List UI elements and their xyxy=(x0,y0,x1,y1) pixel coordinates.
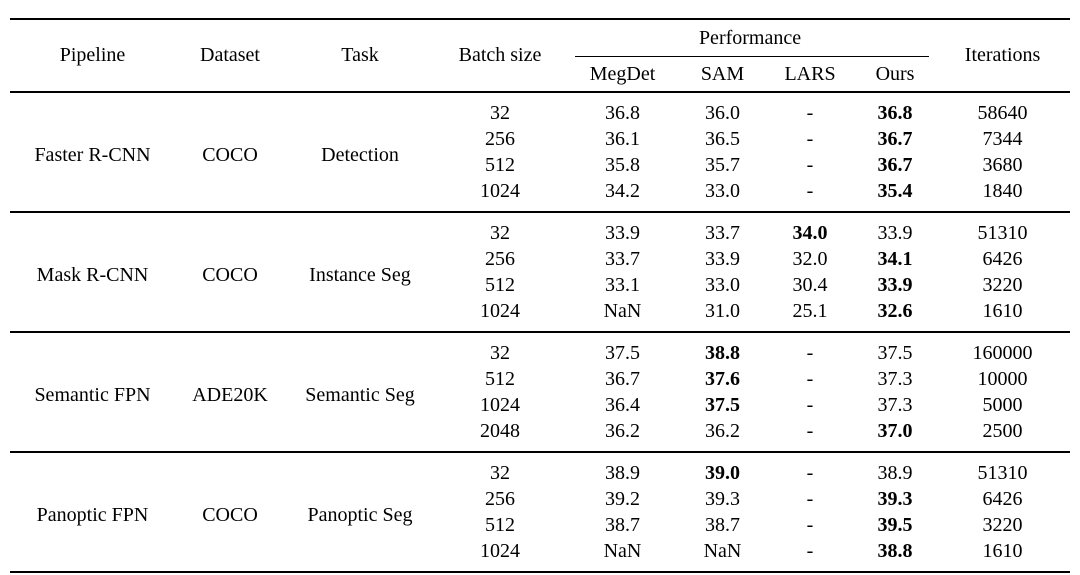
group-panoptic-fpn xyxy=(10,452,1070,572)
lars-cell: - xyxy=(806,367,814,390)
megdet-cell: 39.2 xyxy=(605,487,640,510)
table-row xyxy=(10,452,1070,486)
dataset-cell: COCO xyxy=(202,264,258,286)
group-semantic-fpn xyxy=(10,332,1070,452)
sam-cell: 38.7 xyxy=(705,513,740,536)
iterations-cell: 1610 xyxy=(982,299,1023,322)
task-cell: Detection xyxy=(321,144,399,166)
megdet-cell: 33.7 xyxy=(605,247,640,270)
col-header-sam: SAM xyxy=(700,62,745,85)
col-header-performance xyxy=(565,19,935,57)
megdet-cell: 36.8 xyxy=(605,101,640,124)
pipeline-cell: Semantic FPN xyxy=(34,384,151,406)
ours-cell: 34.1 xyxy=(877,247,913,270)
table-row xyxy=(10,212,1070,246)
group-faster-r-cnn xyxy=(10,92,1070,212)
iterations-cell: 2500 xyxy=(982,419,1023,442)
megdet-cell: 33.1 xyxy=(605,273,640,296)
iterations-cell: 3220 xyxy=(982,513,1023,536)
task-cell: Instance Seg xyxy=(309,264,411,286)
performance-label: Performance xyxy=(698,27,802,49)
batch-size-cell: 1024 xyxy=(480,299,520,322)
megdet-cell: 35.8 xyxy=(605,153,640,176)
megdet-cell: NaN xyxy=(603,539,642,562)
task-cell: Panoptic Seg xyxy=(307,504,413,526)
batch-size-cell: 512 xyxy=(485,367,515,390)
lars-cell: - xyxy=(806,513,814,536)
batch-size-cell: 1024 xyxy=(480,393,520,416)
col-header-task: Task xyxy=(341,44,379,66)
batch-size-cell: 256 xyxy=(485,247,515,270)
sam-cell: 35.7 xyxy=(705,153,740,176)
batch-size-cell: 32 xyxy=(490,461,510,484)
sam-cell: 36.5 xyxy=(705,127,740,150)
lars-cell: 25.1 xyxy=(792,299,828,322)
lars-cell: - xyxy=(806,101,814,124)
megdet-cell: 36.4 xyxy=(605,393,640,416)
dataset-cell: COCO xyxy=(202,144,258,166)
col-header-pipeline: Pipeline xyxy=(59,44,126,66)
iterations-cell: 58640 xyxy=(977,101,1028,124)
ours-cell: 39.5 xyxy=(877,513,913,536)
iterations-cell: 3220 xyxy=(982,273,1023,296)
sam-cell: 33.0 xyxy=(705,273,740,296)
batch-size-cell: 512 xyxy=(485,273,515,296)
batch-size-cell: 1024 xyxy=(480,179,520,202)
sam-cell: 33.9 xyxy=(705,247,740,270)
lars-cell: - xyxy=(806,179,814,202)
pipeline-cell: Faster R-CNN xyxy=(34,144,151,166)
megdet-cell: 34.2 xyxy=(605,179,640,202)
batch-size-cell: 32 xyxy=(490,221,510,244)
megdet-cell: 33.9 xyxy=(605,221,640,244)
lars-cell: - xyxy=(806,127,814,150)
lars-cell: - xyxy=(806,341,814,364)
ours-cell: 37.5 xyxy=(877,341,913,364)
col-header-ours: Ours xyxy=(875,62,915,85)
ours-cell: 38.9 xyxy=(877,461,913,484)
ours-cell: 35.4 xyxy=(877,179,913,202)
megdet-cell: 37.5 xyxy=(605,341,640,364)
batch-size-cell: 32 xyxy=(490,341,510,364)
ours-cell: 36.7 xyxy=(877,153,913,176)
megdet-cell: 36.7 xyxy=(605,367,640,390)
lars-cell: - xyxy=(806,153,814,176)
megdet-cell: NaN xyxy=(603,299,642,322)
batch-size-cell: 2048 xyxy=(480,419,520,442)
ours-cell: 39.3 xyxy=(877,487,913,510)
lars-cell: - xyxy=(806,539,814,562)
megdet-cell: 36.2 xyxy=(605,419,640,442)
sam-cell: 33.0 xyxy=(705,179,740,202)
megdet-cell: 38.9 xyxy=(605,461,640,484)
task-cell: Semantic Seg xyxy=(305,384,415,406)
pipeline-cell: Mask R-CNN xyxy=(36,264,149,286)
dataset-cell: COCO xyxy=(202,504,258,526)
col-header-dataset: Dataset xyxy=(200,44,260,66)
sam-cell: 37.5 xyxy=(705,393,740,416)
col-header-iterations: Iterations xyxy=(964,44,1041,66)
sam-cell: 37.6 xyxy=(705,367,740,390)
iterations-cell: 6426 xyxy=(982,487,1023,510)
sam-cell: 38.8 xyxy=(705,341,740,364)
lars-cell: 30.4 xyxy=(792,273,828,296)
lars-cell: - xyxy=(806,419,814,442)
ours-cell: 32.6 xyxy=(877,299,913,322)
lars-cell: - xyxy=(806,393,814,416)
lars-cell: - xyxy=(806,461,814,484)
performance-rule xyxy=(575,56,929,57)
group-mask-r-cnn xyxy=(10,212,1070,332)
lars-cell: 32.0 xyxy=(792,247,828,270)
iterations-cell: 7344 xyxy=(982,127,1023,150)
iterations-cell: 1840 xyxy=(982,179,1023,202)
ours-cell: 36.7 xyxy=(877,127,913,150)
lars-cell: 34.0 xyxy=(792,221,828,244)
iterations-cell: 10000 xyxy=(977,367,1028,390)
pipeline-cell: Panoptic FPN xyxy=(36,504,149,526)
results-table xyxy=(10,18,1070,573)
table-row xyxy=(10,92,1070,126)
ours-cell: 33.9 xyxy=(877,273,913,296)
table-header xyxy=(10,19,1070,92)
header-row-top xyxy=(10,19,1070,57)
iterations-cell: 160000 xyxy=(972,341,1033,364)
ours-cell: 37.0 xyxy=(877,419,913,442)
batch-size-cell: 32 xyxy=(490,101,510,124)
sam-cell: 39.0 xyxy=(705,461,740,484)
ours-cell: 36.8 xyxy=(877,101,913,124)
ours-cell: 37.3 xyxy=(877,393,913,416)
col-header-megdet: MegDet xyxy=(589,62,656,85)
sam-cell: NaN xyxy=(703,539,742,562)
batch-size-cell: 1024 xyxy=(480,539,520,562)
batch-size-cell: 256 xyxy=(485,127,515,150)
megdet-cell: 36.1 xyxy=(605,127,640,150)
sam-cell: 33.7 xyxy=(705,221,740,244)
sam-cell: 39.3 xyxy=(705,487,740,510)
iterations-cell: 5000 xyxy=(982,393,1023,416)
ours-cell: 37.3 xyxy=(877,367,913,390)
sam-cell: 36.2 xyxy=(705,419,740,442)
megdet-cell: 38.7 xyxy=(605,513,640,536)
batch-size-cell: 512 xyxy=(485,153,515,176)
lars-cell: - xyxy=(806,487,814,510)
ours-cell: 33.9 xyxy=(877,221,913,244)
batch-size-cell: 512 xyxy=(485,513,515,536)
ours-cell: 38.8 xyxy=(877,539,913,562)
table-row xyxy=(10,332,1070,366)
iterations-cell: 51310 xyxy=(977,221,1028,244)
iterations-cell: 1610 xyxy=(982,539,1023,562)
iterations-cell: 51310 xyxy=(977,461,1028,484)
col-header-batch-size: Batch size xyxy=(458,44,542,66)
sam-cell: 31.0 xyxy=(705,299,740,322)
iterations-cell: 3680 xyxy=(982,153,1023,176)
col-header-lars: LARS xyxy=(784,62,836,85)
dataset-cell: ADE20K xyxy=(192,384,268,406)
iterations-cell: 6426 xyxy=(982,247,1023,270)
sam-cell: 36.0 xyxy=(705,101,740,124)
batch-size-cell: 256 xyxy=(485,487,515,510)
